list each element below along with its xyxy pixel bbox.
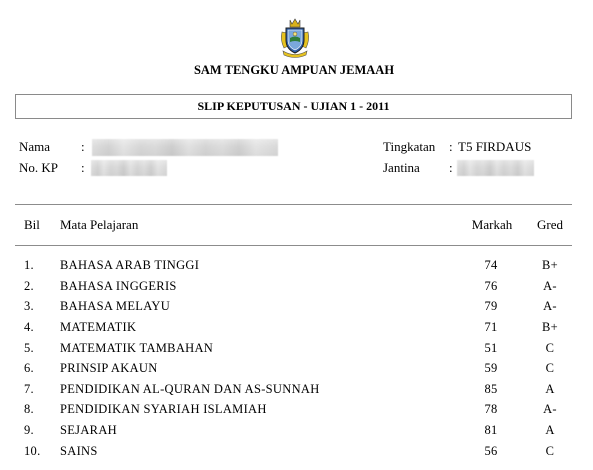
header-bil: Bil <box>24 217 40 232</box>
row-marks: 81 <box>484 423 498 438</box>
table-row <box>0 255 593 276</box>
row-grade: A- <box>543 299 557 314</box>
header-marks: Markah <box>471 217 513 232</box>
name-value-redacted <box>92 139 278 156</box>
row-bil: 1. <box>24 258 34 272</box>
row-bil: 4. <box>24 319 34 334</box>
row-subject: PENDIDIKAN SYARIAH ISLAMIAH <box>60 402 267 417</box>
row-marks: 56 <box>484 443 498 458</box>
table-row <box>0 420 593 441</box>
row-grade: B+ <box>542 258 558 272</box>
row-subject: BAHASA INGGERIS <box>60 278 177 293</box>
table-row <box>0 441 593 462</box>
slip-title: SLIP KEPUTUSAN - UJIAN 1 - 2011 <box>197 99 390 113</box>
row-subject: SEJARAH <box>60 423 117 438</box>
table-row <box>0 276 593 297</box>
row-marks: 85 <box>484 381 498 396</box>
table-row <box>0 296 593 317</box>
row-marks: 79 <box>484 299 498 314</box>
row-marks: 71 <box>484 319 498 334</box>
row-grade: C <box>545 443 555 458</box>
row-marks: 78 <box>484 402 498 417</box>
row-subject: MATEMATIK TAMBAHAN <box>60 340 214 355</box>
table-row <box>0 379 593 400</box>
row-marks: 51 <box>484 340 498 355</box>
table-row <box>0 338 593 359</box>
name-label: Nama <box>19 139 51 154</box>
table-row <box>0 399 593 420</box>
class-label: Tingkatan <box>383 139 436 154</box>
results-table <box>0 255 593 461</box>
row-bil: 3. <box>24 299 34 314</box>
row-grade: A- <box>543 278 557 293</box>
table-row <box>0 358 593 379</box>
row-bil: 10. <box>24 443 41 458</box>
header-subject: Mata Pelajaran <box>60 217 139 232</box>
row-grade: C <box>545 340 555 355</box>
header-grade: Gred <box>537 217 563 232</box>
gender-label: Jantina <box>383 160 420 175</box>
gender-value-redacted <box>457 160 534 176</box>
row-subject: MATEMATIK <box>60 319 137 334</box>
name-separator: : <box>81 139 85 154</box>
row-marks: 59 <box>484 361 498 376</box>
school-crest-icon <box>279 18 311 58</box>
row-grade: C <box>545 361 555 376</box>
row-bil: 6. <box>24 361 34 376</box>
header-top-rule <box>15 204 572 205</box>
gender-separator: : <box>449 160 453 175</box>
table-row <box>0 317 593 338</box>
row-bil: 5. <box>24 340 34 355</box>
row-subject: BAHASA MELAYU <box>60 299 171 314</box>
row-grade: A- <box>543 402 557 417</box>
row-marks: 76 <box>484 278 498 293</box>
class-value: T5 FIRDAUS <box>458 139 532 154</box>
row-bil: 2. <box>24 278 34 293</box>
kp-separator: : <box>81 160 85 175</box>
kp-value-redacted <box>91 160 167 176</box>
row-bil: 9. <box>24 423 34 438</box>
row-subject: SAINS <box>60 443 98 458</box>
row-subject: PRINSIP AKAUN <box>60 361 158 376</box>
slip-title-box <box>15 94 572 119</box>
row-grade: B+ <box>542 319 558 334</box>
row-subject: PENDIDIKAN AL-QURAN DAN AS-SUNNAH <box>60 381 320 396</box>
header-bottom-rule <box>15 245 572 246</box>
kp-label: No. KP <box>19 160 59 175</box>
row-marks: 74 <box>484 258 498 272</box>
row-grade: A <box>545 381 555 396</box>
school-name: SAM TENGKU AMPUAN JEMAAH <box>193 63 395 77</box>
class-separator: : <box>449 139 453 154</box>
row-grade: A <box>545 423 555 438</box>
row-bil: 8. <box>24 402 34 417</box>
row-subject: BAHASA ARAB TINGGI <box>60 258 200 272</box>
row-bil: 7. <box>24 381 34 396</box>
